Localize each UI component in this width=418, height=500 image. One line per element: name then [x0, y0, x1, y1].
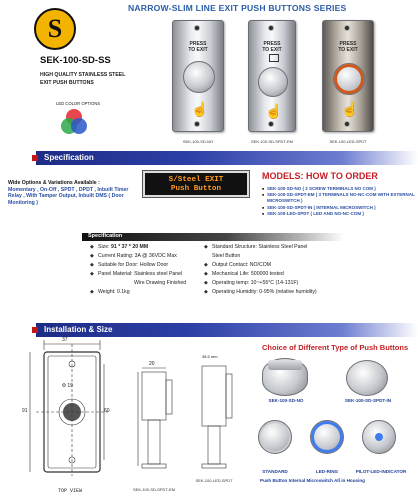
series-title: NARROW-SLIM LINE EXIT PUSH BUTTONS SERIES	[128, 3, 347, 13]
spec-item: ◆ Weight: 0.1kg	[90, 288, 202, 297]
how-to-order-list	[262, 186, 416, 217]
bar-marker	[32, 155, 38, 161]
led-options-label: LED COLOR OPTIONS	[56, 101, 101, 106]
wide-options-title: Wide Options & Variations Available :	[8, 180, 100, 186]
spdt-in-button-photo	[346, 360, 388, 396]
product-caption: SEK-100-SD-NO	[182, 139, 214, 144]
push-button-line-2: Push Button	[170, 185, 222, 193]
hand-pointer-icon: ☝	[191, 101, 209, 117]
drawing-caption: SEK-100-SD-SPDT-EM	[132, 487, 175, 492]
product-text: PRESS TO EXIT	[262, 41, 282, 53]
product-text: PRESS TO EXIT	[338, 41, 358, 53]
installation-bar	[36, 323, 418, 337]
hole-dimension: Φ 19	[62, 383, 73, 389]
spec-left-column	[90, 243, 202, 296]
product-led-spdt	[322, 20, 374, 132]
spec-item: Steel Button	[212, 252, 241, 259]
pilot-led-icon	[375, 433, 383, 441]
list-item: ■ SEK-100-SD-NO ( 2 SCREW TERMINALS NO COM )	[262, 186, 416, 192]
view-label: TOP VIEW	[58, 488, 83, 494]
model-number: SEK-100-SD-SS	[40, 55, 111, 66]
spec-item: Wire Drawing Finished	[134, 279, 187, 286]
standard-type-photo	[258, 420, 292, 454]
choice-title: Choice of Different Type of Push Buttons	[262, 343, 409, 352]
type-label-pilot-led: PILOT-LED-INDICATOR	[355, 469, 407, 474]
list-item: ■ SEK-100-SD-SPDT-EM ( 3 TERMINALS NO-NC-COM WITH EXTERNAL MICROSWITCH )	[262, 192, 416, 204]
specification-bar-title: Specification	[44, 153, 94, 162]
led-ring-dome	[333, 63, 365, 95]
mount-hole	[344, 25, 350, 31]
list-item: ■ SEK-100-SD-SPDT-IN ( INTERNAL MICROSWITCH )	[262, 205, 416, 211]
spec-item: ◆ Size: 91 * 37 * 20 MM	[90, 243, 202, 252]
spec-item: ◆ Output Contact: NO/COM	[204, 261, 344, 270]
front-view-drawing	[20, 336, 112, 488]
specification-bar	[36, 151, 418, 165]
spec-item: ◆ Current Rating: 3A @ 36VDC Max	[90, 252, 202, 261]
spec-item: ◆ Standard Structure: Stainless Steel Panel	[204, 243, 344, 252]
spec-item: ◆ Operating Humidity: 0-95% (relative humidity)	[204, 288, 344, 297]
spec-item: ◆ Operating temp: 10~+55°C (14-131F)	[204, 279, 344, 288]
tagline	[40, 72, 160, 87]
product-sd-spdt-em	[248, 20, 296, 132]
side-view-drawing	[128, 358, 178, 474]
lock-icon	[269, 54, 279, 62]
spec-item: ◆ Mechanical Life: 500000 tested	[204, 270, 344, 279]
pilot-led-type-photo	[362, 420, 396, 454]
spec-right-column	[204, 243, 344, 296]
depth-dimension: 20	[149, 361, 155, 367]
tagline-line-2: EXIT PUSH BUTTONS	[40, 79, 94, 86]
led-color-venn-icon	[60, 108, 88, 136]
mount-hole	[344, 121, 350, 127]
brand-logo	[34, 8, 76, 50]
spec-item: ◆ Panel Material: Stainless steel Panel	[90, 270, 202, 279]
mount-hole	[194, 25, 200, 31]
product-sd-no	[172, 20, 224, 132]
installation-bar-title: Installation & Size	[44, 325, 113, 334]
height-dimension-right: 60	[104, 408, 110, 414]
drawing-caption: SEK-100-LED-SPDT	[195, 478, 233, 483]
bar-marker	[32, 327, 38, 333]
push-button-box	[143, 171, 249, 197]
choice-label: SEK-100-SD-NO	[268, 398, 304, 403]
logo-letter: S	[47, 14, 63, 43]
spec-item: ◆ Suitable for Door: Hollow Door	[90, 261, 202, 270]
side-view-led-drawing	[186, 356, 240, 476]
spec-table-title: Specification	[88, 233, 123, 239]
tagline-line-1: HIGH QUALITY STAINLESS STEEL	[40, 72, 126, 78]
mount-hole	[268, 121, 274, 127]
side-dimension: 38.5 mm	[202, 354, 218, 359]
type-label-standard: STANDARD	[262, 469, 288, 474]
product-caption: SEK-100-SD-SPDT-EM	[250, 139, 293, 144]
button-thread	[268, 360, 302, 370]
product-text: PRESS TO EXIT	[188, 41, 208, 53]
push-dome	[183, 61, 215, 93]
product-caption: SEK-100-LED-SPDT	[329, 139, 367, 144]
list-item: ■ SEK-100-LED-SPDT ( LED AND NO-NC-COM )	[262, 211, 416, 217]
led-ring-type-photo	[310, 420, 344, 454]
push-dome	[258, 67, 288, 97]
push-button-line-1: S/Steel EXIT	[168, 176, 224, 184]
hand-pointer-icon: ☝	[341, 101, 359, 117]
choice-label: SEK-100-SD-SPDT-IN	[344, 398, 392, 403]
wide-options	[8, 180, 136, 206]
how-to-order-title: MODELS: HOW TO ORDER	[262, 171, 378, 181]
spec-table-header	[82, 233, 344, 241]
wide-options-body: Momentary , On-Off , SPDT , DPDT , Inbuilt Timer Relay , With Tamper Output, Inbuilt DMS ( Door Monitoring )	[8, 186, 129, 206]
hand-pointer-icon: ☝	[265, 103, 283, 119]
type-label-led-ring: LED-RING	[315, 469, 339, 474]
height-dimension-left: 91	[22, 408, 28, 414]
choice-note: Push Button Internal Microswitch All in Housing	[260, 478, 365, 483]
width-dimension: 37	[62, 337, 68, 343]
mount-hole	[268, 25, 274, 31]
mount-hole	[194, 121, 200, 127]
